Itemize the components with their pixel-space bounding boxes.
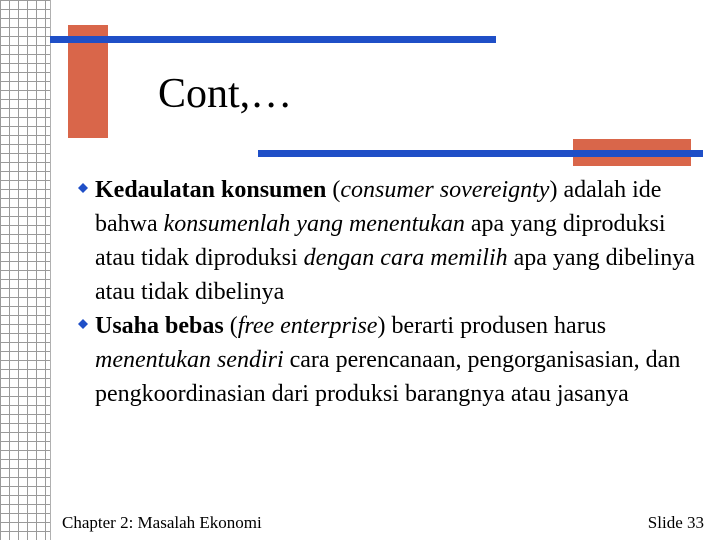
diamond-bullet-icon	[78, 319, 88, 329]
bullet-list	[78, 173, 708, 411]
bullet-text-run: free enterprise	[237, 313, 378, 339]
sidebar-grid-pattern	[0, 0, 51, 540]
bullet-text-run: consumer sovereignty	[340, 177, 550, 203]
bullet-text-run: apa yang diproduksi atau tidak diproduksi	[95, 211, 666, 271]
bullet-text-run: menentukan sendiri	[95, 347, 284, 373]
bullet-text-run: cara perencanaan, pengorganisasian, dan pengkoordinasian dari produksi barangnya atau jasanya	[95, 347, 681, 407]
slide-title: Cont,…	[158, 71, 293, 117]
bullet-text-run: (	[326, 177, 341, 203]
slide-number: Slide 33	[647, 513, 704, 532]
bullet-item	[78, 173, 708, 309]
title-divider-bar	[258, 150, 703, 157]
bullet-text-run: dengan cara memilih	[303, 245, 508, 271]
top-accent-bar	[50, 36, 496, 43]
bullet-text-run: ) berarti produsen harus	[377, 313, 607, 339]
diamond-bullet-icon	[78, 183, 88, 193]
bullet-text-run: konsumenlah yang menentukan	[163, 211, 465, 237]
bullet-text-run: Usaha bebas	[95, 313, 224, 339]
bullet-text-run: ) adalah ide bahwa	[95, 177, 662, 237]
bullet-text-run: apa yang dibelinya atau tidak dibelinya	[95, 245, 695, 305]
bullet-text-run: (	[223, 313, 238, 339]
footer-chapter: Chapter 2: Masalah Ekonomi	[62, 513, 262, 532]
bullet-item	[78, 309, 708, 411]
bullet-text-run: Kedaulatan konsumen	[95, 177, 327, 203]
